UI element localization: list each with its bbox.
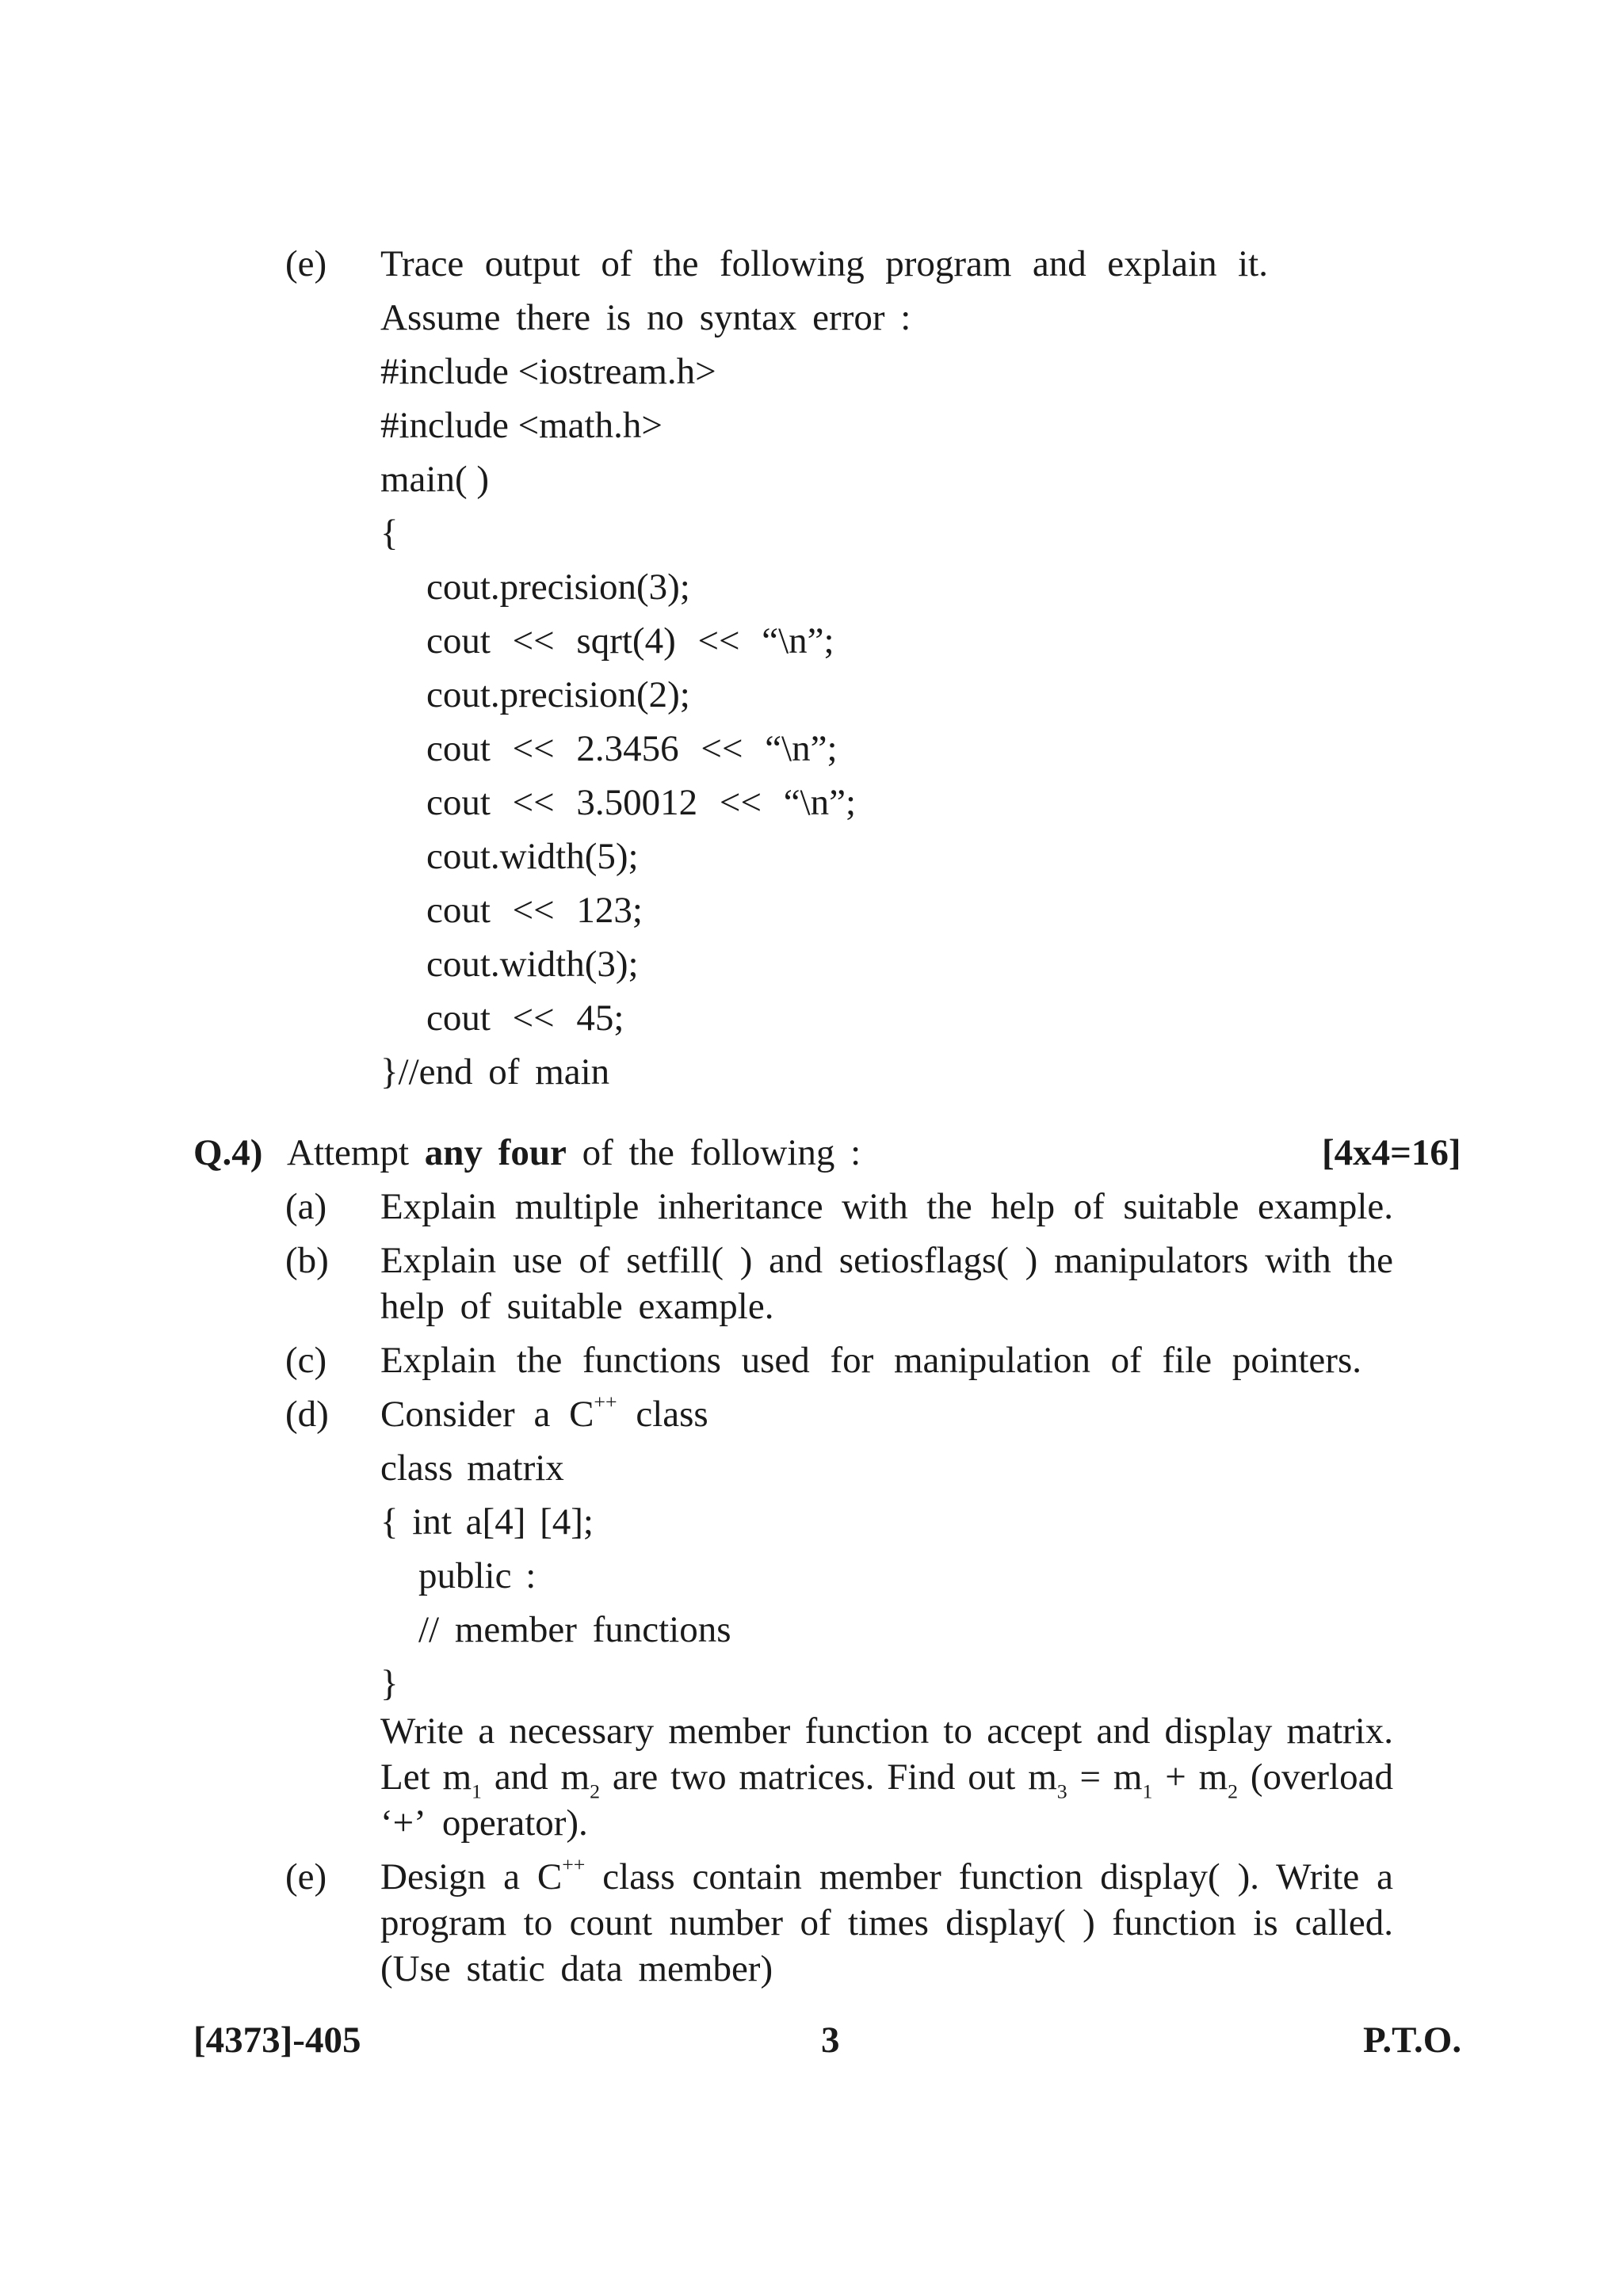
q4d-label: (d)	[285, 1394, 329, 1435]
pto-label: P.T.O.	[1363, 2019, 1462, 2061]
cpp-superscript: ++	[562, 1853, 586, 1877]
q4e-text-line2: program to count number of times display( ) function is called.	[380, 1902, 1393, 1943]
q4d-text-line3	[380, 1756, 1393, 1803]
code-line: cout << 123;	[426, 890, 643, 931]
q4a-text: Explain multiple inheritance with the help of suitable example.	[380, 1186, 1393, 1227]
code-line: { int a[4] [4];	[380, 1501, 594, 1543]
cpp-superscript: ++	[594, 1390, 617, 1414]
q4-intro-emphasis: any four	[424, 1132, 567, 1173]
q3e-text-line1: Trace output of the following program and explain it.	[380, 243, 1268, 284]
subscript: 1	[472, 1779, 482, 1803]
text-run: and m	[481, 1756, 590, 1798]
code-line: cout.precision(3);	[426, 566, 690, 608]
q4d-text-line2: Write a necessary member function to accept and display matrix.	[380, 1711, 1393, 1752]
q4-intro-start: Attempt	[287, 1132, 410, 1173]
q4d-line1-end: class	[617, 1394, 708, 1435]
q4-intro	[287, 1132, 861, 1173]
page-number: 3	[821, 2019, 840, 2061]
code-line: cout << 45;	[426, 997, 624, 1039]
q3e-label: (e)	[285, 243, 327, 284]
code-line: // member functions	[418, 1609, 731, 1650]
q4b-text-line2: help of suitable example.	[380, 1286, 774, 1327]
q4c-text: Explain the functions used for manipulation of file pointers.	[380, 1340, 1361, 1381]
q4e-text-line1	[380, 1853, 1393, 1897]
q4-marks: [4x4=16]	[1322, 1132, 1461, 1173]
q4d-text-line4: ‘+’ operator).	[380, 1802, 588, 1844]
text-run: are two matrices. Find out m	[600, 1756, 1057, 1798]
text-run: (overload	[1238, 1756, 1393, 1798]
code-line: class matrix	[380, 1447, 564, 1489]
q4d-line1-start: Consider a C	[380, 1394, 594, 1435]
q4d-text-line1	[380, 1390, 708, 1435]
code-line: }//end of main	[380, 1051, 610, 1093]
q4e-text-line3: (Use static data member)	[380, 1948, 773, 1989]
code-line: cout << 2.3456 << “\n”;	[426, 728, 838, 769]
q4e-line1-start: Design a C	[380, 1856, 563, 1897]
code-line: cout << sqrt(4) << “\n”;	[426, 620, 834, 662]
code-line: }	[380, 1663, 399, 1704]
code-line: #include <math.h>	[380, 405, 663, 446]
code-line: cout.width(3);	[426, 944, 639, 985]
q4-number: Q.4)	[193, 1132, 263, 1173]
subscript: 1	[1142, 1779, 1153, 1803]
text-run: Let m	[380, 1756, 472, 1798]
subscript: 2	[1228, 1779, 1239, 1803]
code-line: public :	[418, 1555, 537, 1596]
code-line: main( )	[380, 459, 490, 500]
code-line: cout.width(5);	[426, 836, 639, 877]
code-line: {	[380, 513, 399, 554]
q4a-label: (a)	[285, 1186, 327, 1227]
q4e-label: (e)	[285, 1856, 327, 1897]
code-line: cout.precision(2);	[426, 674, 690, 715]
paper-code: [4373]-405	[193, 2019, 361, 2061]
code-line: #include <iostream.h>	[380, 351, 716, 392]
q4b-label: (b)	[285, 1240, 329, 1281]
text-run: = m	[1067, 1756, 1143, 1798]
q4e-line1-end: class contain member function display( ). Write a	[585, 1856, 1393, 1897]
text-run: + m	[1152, 1756, 1228, 1798]
subscript: 3	[1056, 1779, 1067, 1803]
code-line: cout << 3.50012 << “\n”;	[426, 782, 857, 823]
q3e-text-line2: Assume there is no syntax error :	[380, 297, 911, 338]
q4c-label: (c)	[285, 1340, 327, 1381]
q4-intro-end: of the following :	[582, 1132, 861, 1173]
subscript: 2	[590, 1779, 601, 1803]
q4b-text-line1: Explain use of setfill( ) and setiosflags( ) manipulators with the	[380, 1240, 1393, 1281]
